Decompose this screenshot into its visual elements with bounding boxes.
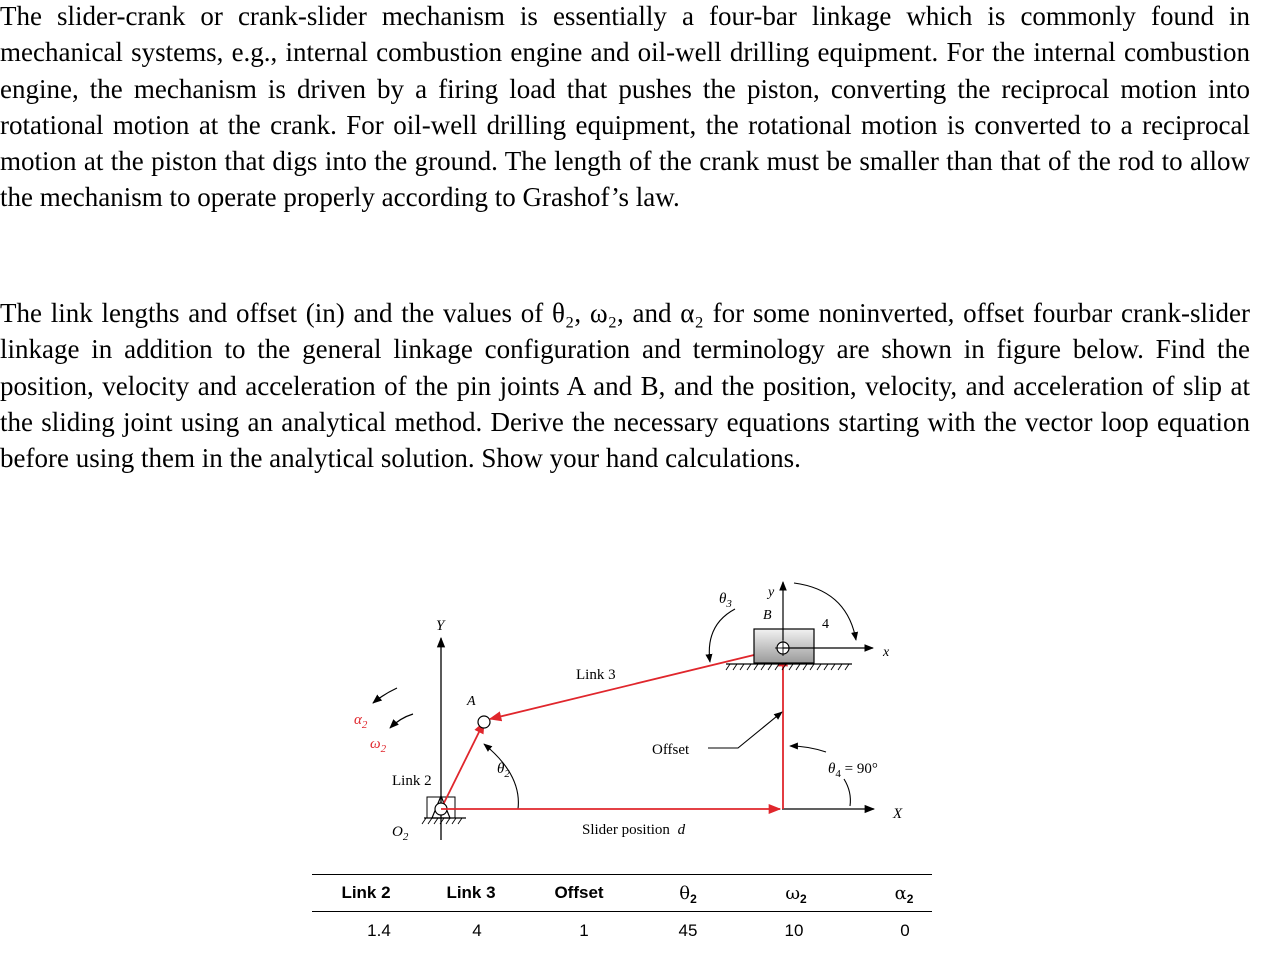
link-3: [490, 648, 783, 719]
alpha2-label: $\alpha_2$: [354, 712, 368, 731]
theta3-arc: [709, 609, 735, 662]
global-x-label: X: [893, 806, 903, 822]
value-alpha2: 0: [900, 921, 910, 940]
pin-b-label: B: [763, 608, 772, 623]
header-omega2: $\omega_2$: [785, 883, 807, 906]
theta4-label: $\theta_4 = 90^\circ$: [828, 761, 878, 780]
link-2: [441, 722, 484, 809]
slider-position-label: Slider position d: [582, 822, 686, 838]
value-theta2: 45: [678, 921, 698, 940]
global-y-label: Y: [436, 618, 445, 634]
omega2-label: $\omega_2$: [370, 736, 387, 755]
table-header-rule: [312, 911, 932, 912]
header-alpha2: $\alpha_2$: [894, 883, 914, 906]
theta4-pointer: [790, 746, 826, 752]
header-theta2: $\theta_2$: [679, 883, 697, 906]
value-link-3: 4: [472, 921, 482, 940]
pin-a-label: A: [467, 694, 476, 709]
offset-leader: [708, 712, 782, 748]
intro-paragraph: The slider-crank or crank-slider mechanism is essentially a four-bar linkage which is commonly found in mechanical systems, e.g., internal combustion engine and oil-well drilling equipment. For the internal combustion engine, the mechanism is driven by a firing load that pushes the piston, converting the reciprocal motion into rotational motion at the crank. For oil-well drilling equipment, the rotational motion is converted to a reciprocal motion at the piston that digs into the ground. The length of the crank must be smaller than that of the rod to allow the mechanism to operate properly according to Grashof’s law.: [0, 1, 1250, 213]
header-link-3: Link 3: [446, 883, 496, 902]
offset-label: Offset: [652, 742, 690, 758]
value-link-2: 1.4: [367, 921, 391, 940]
omega2-arrow: [390, 714, 413, 728]
local-x-label: x: [883, 645, 890, 660]
ground-pivot-label: $O_2$: [392, 824, 409, 843]
header-link-2: Link 2: [341, 883, 391, 902]
local-y-label: y: [768, 585, 775, 600]
link-3-label: Link 3: [576, 667, 616, 683]
alpha2-arrow: [373, 688, 397, 703]
header-offset: Offset: [554, 883, 604, 902]
value-offset: 1: [579, 921, 589, 940]
link-2-label: Link 2: [392, 773, 432, 789]
table-top-rule: [312, 874, 932, 875]
problem-statement: The link lengths and offset (in) and the values of θ₂, ω₂, and α₂ for some noninverted, offset fourbar crank-slider linkage in addition to the general linkage configuration and terminology are shown in figure below. Find the position, velocity and acceleration of the pin joints A and B, and the position, velocity, and acceleration of slip at the sliding joint using an analytical method. Derive the necessary equations starting with the vector loop equation before using them in the analytical solution. Show your hand calculations.: [0, 298, 1250, 474]
value-omega2: 10: [784, 921, 804, 940]
theta3-label: $\theta_3$: [719, 591, 732, 610]
link-4-label: 4: [822, 617, 829, 632]
slider-ground: [726, 664, 852, 670]
theta4-arc: [844, 779, 850, 806]
theta2-label: $\theta_2$: [497, 761, 510, 780]
pin-joint-a: [478, 716, 490, 728]
